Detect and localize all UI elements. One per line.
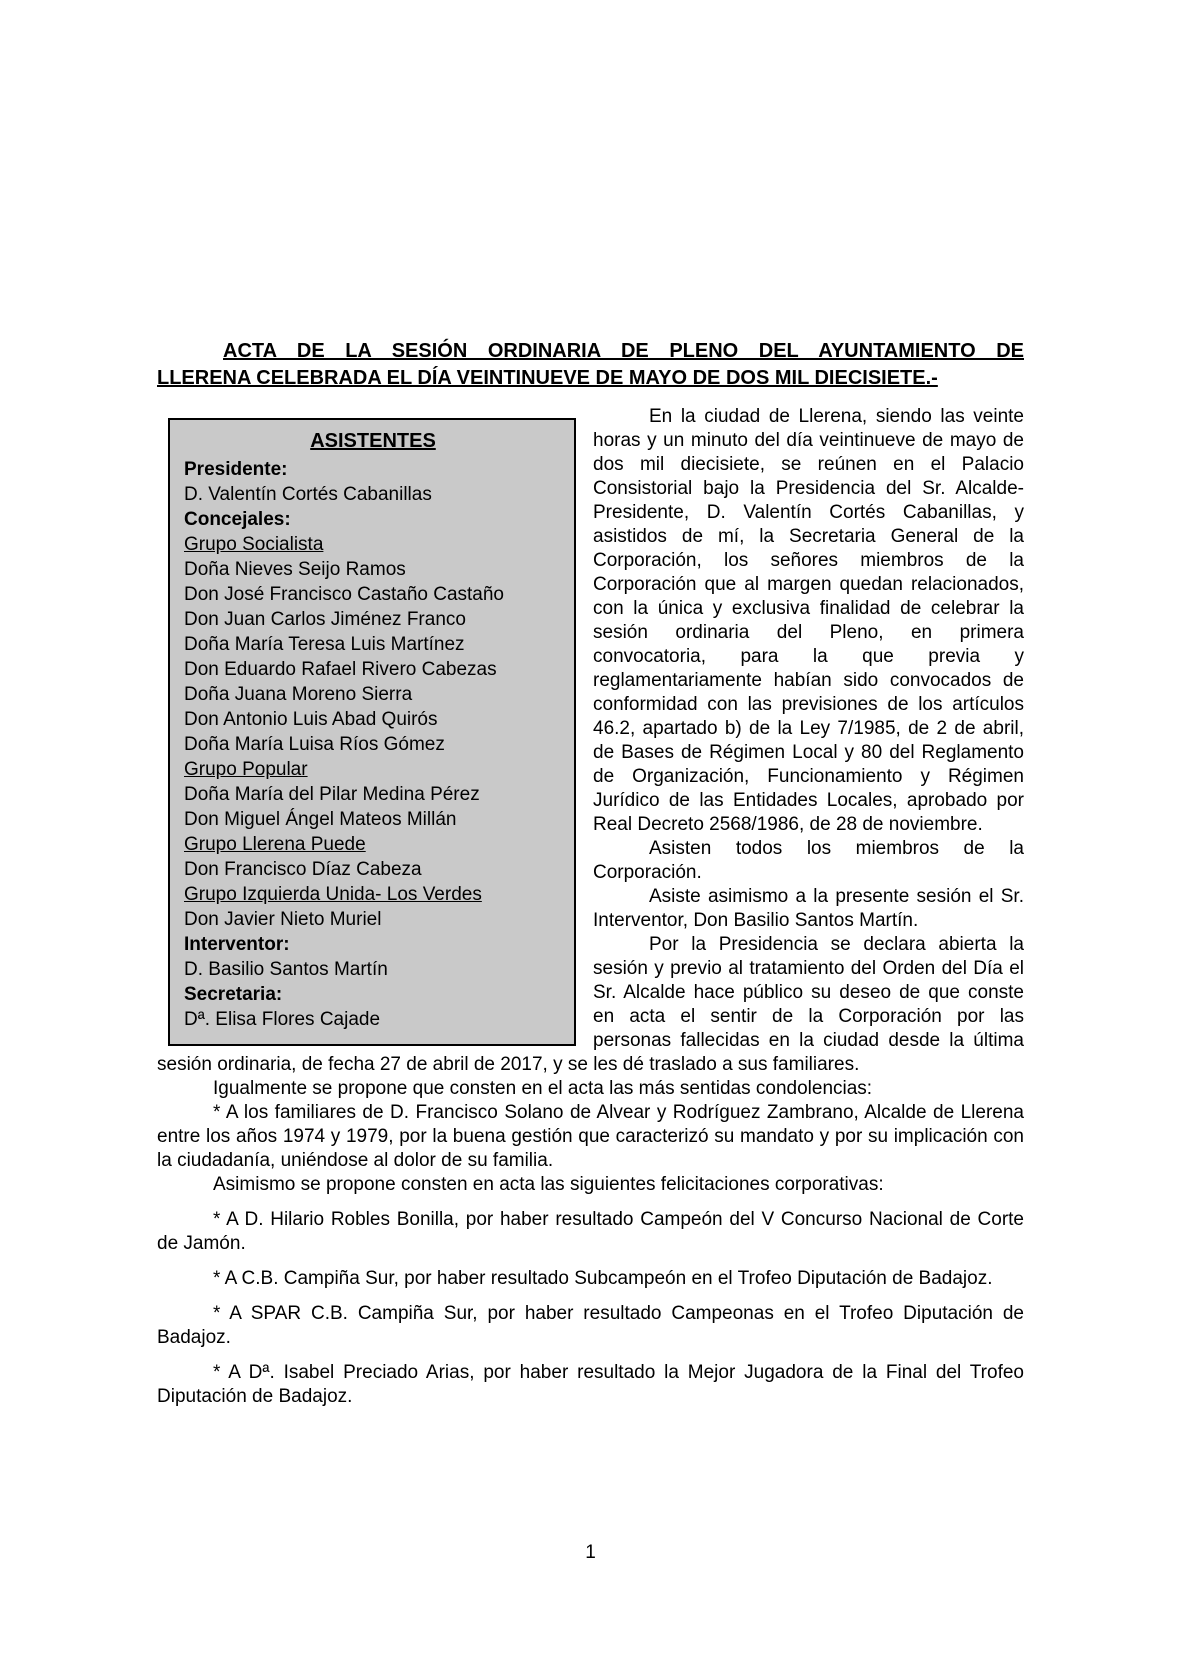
body-paragraph: * A Dª. Isabel Preciado Arias, por haber resultado la Mejor Jugadora de la Final del Trofeo Diputación de Badajoz. xyxy=(157,1362,1024,1407)
body-paragraph: Igualmente se propone que consten en el acta las más sentidas condolencias: xyxy=(213,1078,873,1099)
attendee-line: D. Valentín Cortés Cabanillas xyxy=(184,484,432,505)
document-title-line-2: LLERENA CELEBRADA EL DÍA VEINTINUEVE DE MAYO DE DOS MIL DIECISIETE.- xyxy=(157,367,938,389)
attendee-line: Don José Francisco Castaño Castaño xyxy=(184,584,504,605)
attendee-line: Doña María Luisa Ríos Gómez xyxy=(184,734,445,755)
attendee-line: Don Miguel Ángel Mateos Millán xyxy=(184,809,457,830)
document-title xyxy=(157,338,1024,392)
body-paragraph: * A C.B. Campiña Sur, por haber resultado Subcampeón en el Trofeo Diputación de Badajoz. xyxy=(213,1268,993,1289)
attendee-line: Don Eduardo Rafael Rivero Cabezas xyxy=(184,659,497,680)
attendee-line: Grupo Llerena Puede xyxy=(184,834,366,855)
attendee-line: Presidente: xyxy=(184,459,288,480)
attendee-line: Secretaria: xyxy=(184,984,283,1005)
attendees-box xyxy=(168,418,576,1046)
attendee-line: Doña María del Pilar Medina Pérez xyxy=(184,784,480,805)
attendee-line: Don Juan Carlos Jiménez Franco xyxy=(184,609,466,630)
body-paragraph: Por la Presidencia se declara abierta la sesión y previo al tratamiento del Orden del Día el Sr. Alcalde hace público su deseo de que conste en acta el sentir de la Corporación por las personas fallecidas en la ciudad desde la última sesión ordinaria, de fecha 27 de abril de 2017, y se les dé traslado a sus familiares. xyxy=(157,934,1024,1075)
body-paragraph: En la ciudad de Llerena, siendo las veinte horas y un minuto del día veintinueve de mayo de dos mil diecisiete, se reúnen en el Palacio Consistorial bajo la Presidencia del Sr. Alcalde-Presidente, D. Valentín Cortés Cabanillas, y asistidos de mí, la Secretaria General de la Corporación, los señores miembros de la Corporación que al margen quedan relacionados, con la única y exclusiva finalidad de celebrar la sesión ordinaria del Pleno, en primera convocatoria, para la que previa y reglamentariamente habían sido convocados de conformidad con las previsiones de los artículos 46.2, apartado b) de la Ley 7/1985, de 2 de abril, de Bases de Régimen Local y 80 del Reglamento de Organización, Funcionamiento y Régimen Jurídico de las Entidades Locales, aprobado por Real Decreto 2568/1986, de 28 de noviembre. xyxy=(593,406,1024,835)
attendee-line: Don Antonio Luis Abad Quirós xyxy=(184,709,438,730)
body-paragraph: Asisten todos los miembros de la Corporación. xyxy=(593,838,1024,883)
page-number: 1 xyxy=(585,1542,596,1563)
body-paragraph: * A D. Hilario Robles Bonilla, por haber resultado Campeón del V Concurso Nacional de Corte de Jamón. xyxy=(157,1209,1024,1254)
attendee-line: Doña Juana Moreno Sierra xyxy=(184,684,413,705)
attendee-line: Doña María Teresa Luis Martínez xyxy=(184,634,465,655)
page-content xyxy=(157,338,1024,1409)
attendee-line: Interventor: xyxy=(184,934,290,955)
attendee-line: Grupo Izquierda Unida- Los Verdes xyxy=(184,884,482,905)
body-paragraph: Asiste asimismo a la presente sesión el Sr. Interventor, Don Basilio Santos Martín. xyxy=(593,886,1024,931)
document-title-line-1: ACTA DE LA SESIÓN ORDINARIA DE PLENO DEL AYUNTAMIENTO DE xyxy=(223,340,1024,362)
attendees-heading: ASISTENTES xyxy=(310,430,436,452)
body-paragraph: * A SPAR C.B. Campiña Sur, por haber resultado Campeonas en el Trofeo Diputación de Badajoz. xyxy=(157,1303,1024,1348)
attendee-line: Don Javier Nieto Muriel xyxy=(184,909,382,930)
attendees-list xyxy=(184,457,562,1032)
two-column-section xyxy=(157,405,1024,1409)
body-paragraph: Asimismo se propone consten en acta las siguientes felicitaciones corporativas: xyxy=(213,1174,884,1195)
attendee-line: Don Francisco Díaz Cabeza xyxy=(184,859,422,880)
body-paragraph: * A los familiares de D. Francisco Solano de Alvear y Rodríguez Zambrano, Alcalde de Llerena entre los años 1974 y 1979, por la buena gestión que caracterizó su mandato y por su implicación con la ciudadanía, uniéndose al dolor de su familia. xyxy=(157,1102,1024,1171)
attendee-line: Grupo Socialista xyxy=(184,534,324,555)
attendee-line: Grupo Popular xyxy=(184,759,308,780)
attendee-line: D. Basilio Santos Martín xyxy=(184,959,388,980)
attendee-line: Dª. Elisa Flores Cajade xyxy=(184,1009,381,1030)
attendee-line: Concejales: xyxy=(184,509,291,530)
attendee-line: Doña Nieves Seijo Ramos xyxy=(184,559,406,580)
